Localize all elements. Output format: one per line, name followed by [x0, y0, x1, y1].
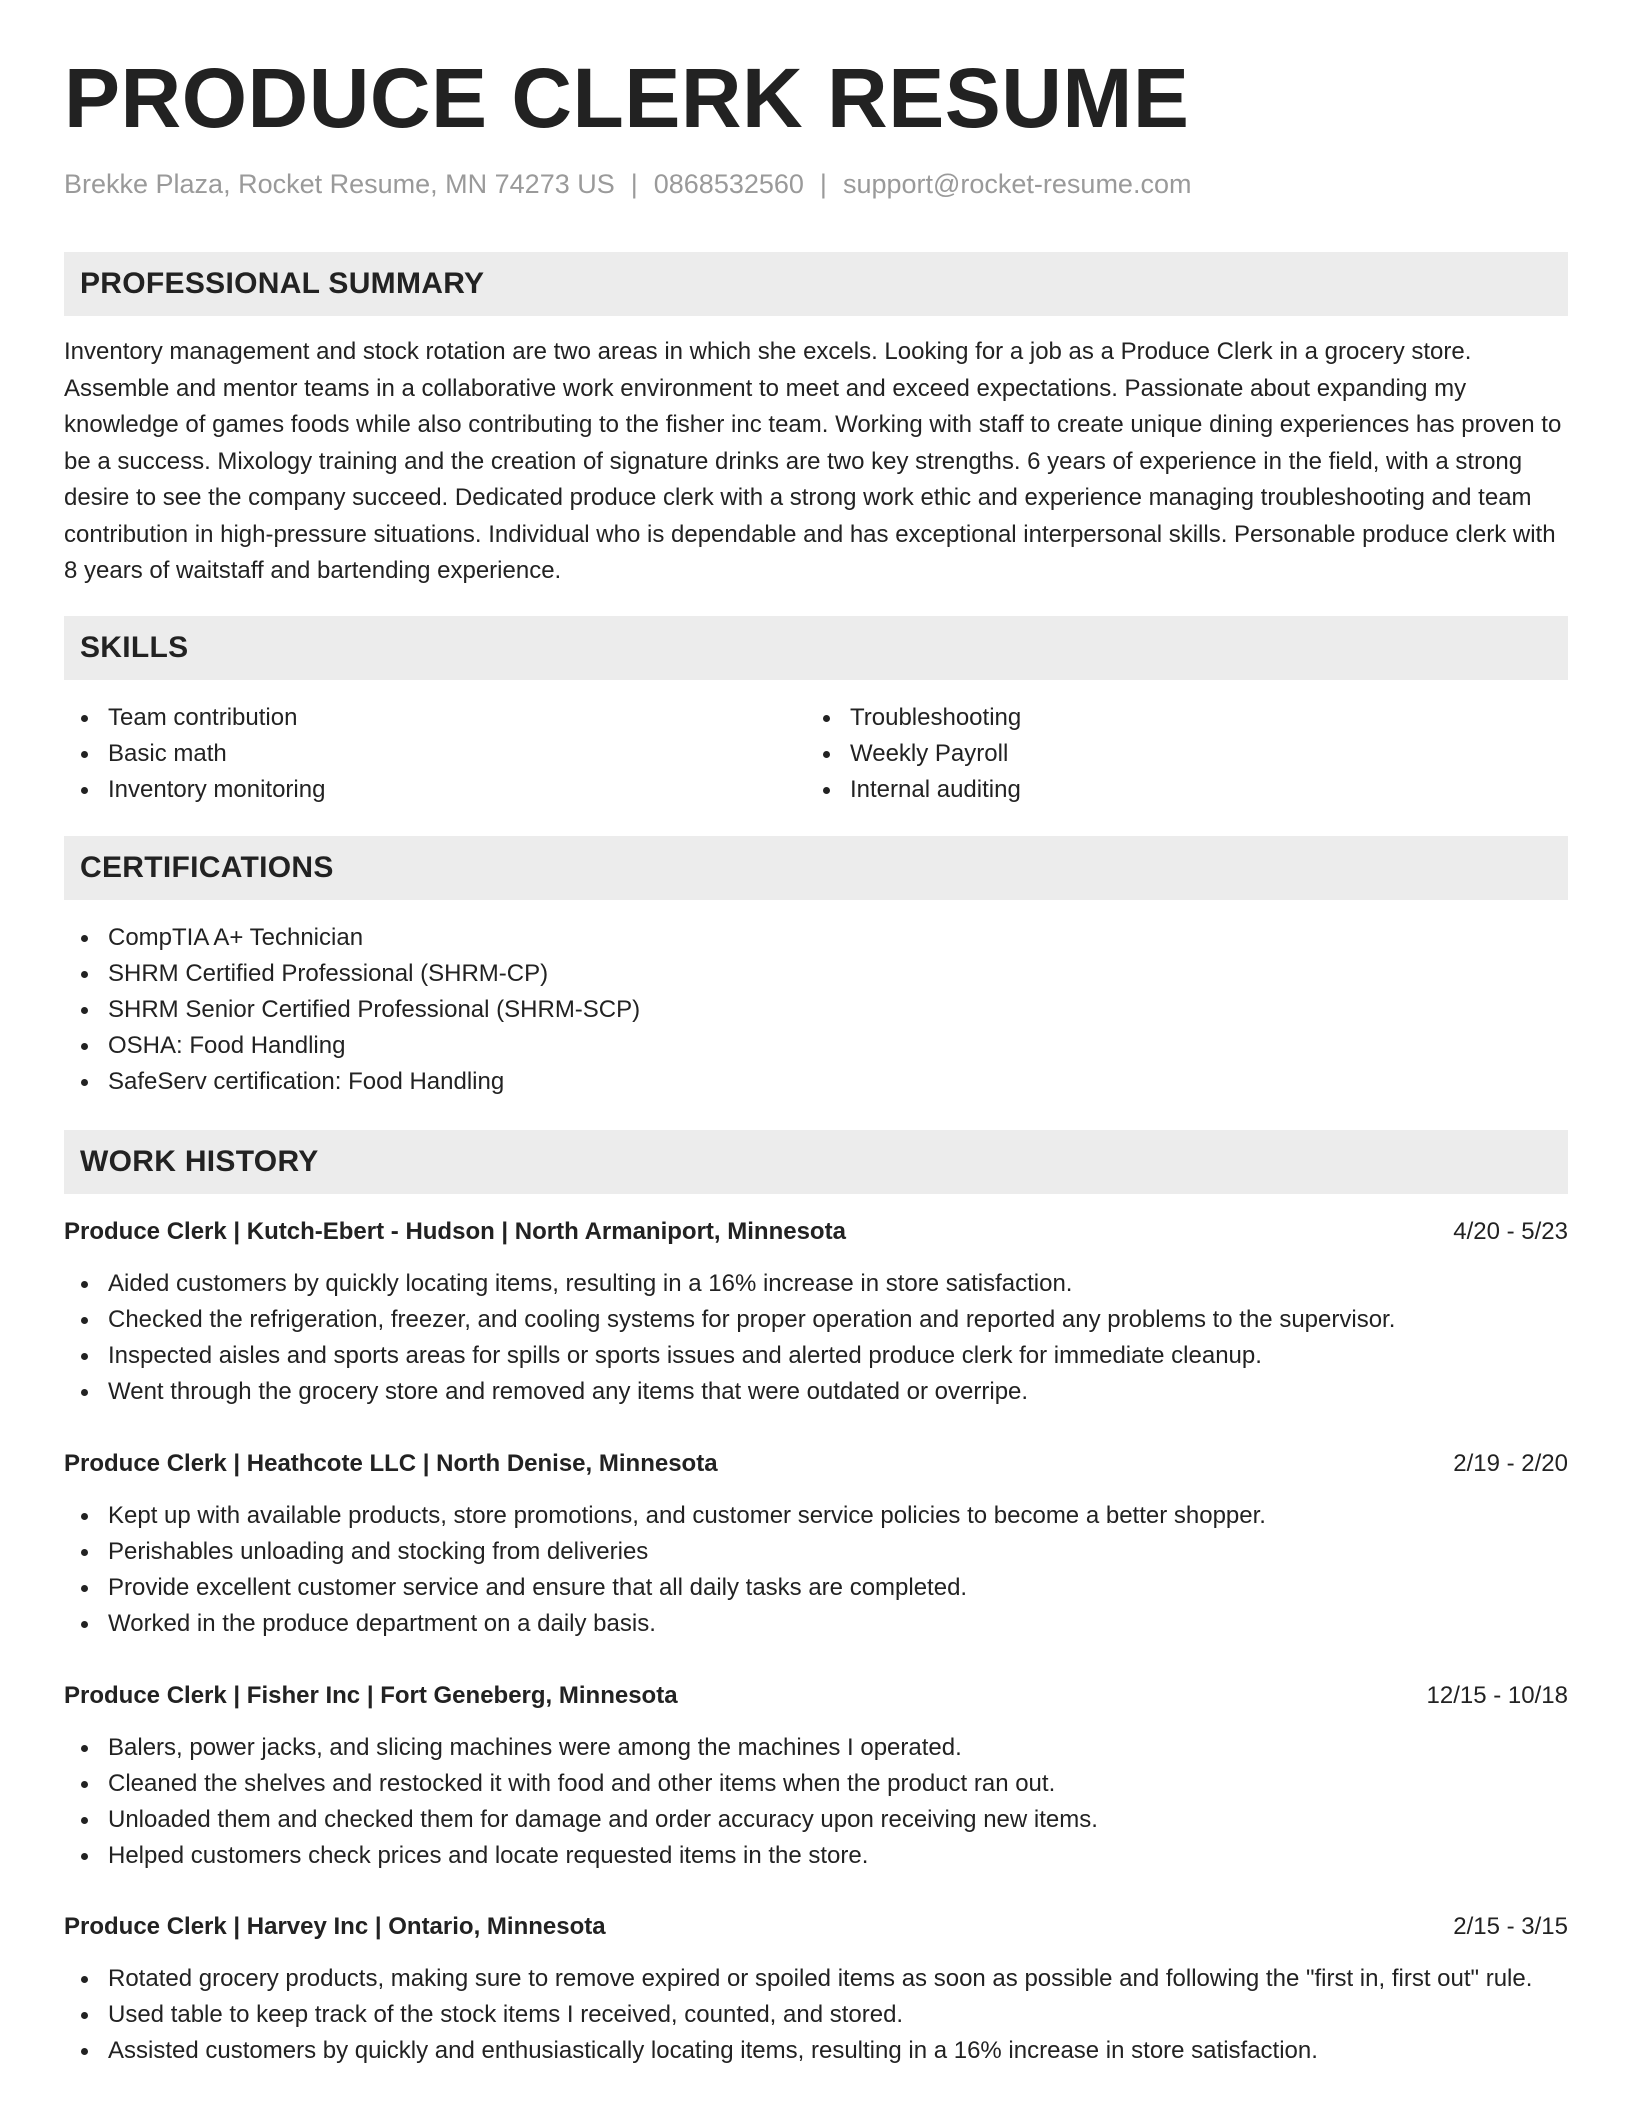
job-entry: [64, 1216, 1568, 1410]
job-header: [64, 1680, 1568, 1712]
summary-heading-bar: [64, 252, 1568, 316]
certification-item: CompTIA A+ Technician: [64, 920, 1568, 956]
job-bullet: Kept up with available products, store promotions, and customer service policies to become a better shopper.: [64, 1498, 1568, 1534]
job-bullet: Used table to keep track of the stock items I received, counted, and stored.: [64, 1997, 1568, 2033]
job-bullet: Assisted customers by quickly and enthusiastically locating items, resulting in a 16% increase in store satisfaction.: [64, 2033, 1568, 2069]
skill-item: Inventory monitoring: [64, 772, 804, 808]
contact-separator: |: [819, 169, 827, 199]
job-bullets: [64, 1266, 1568, 1410]
skills-heading-bar: [64, 616, 1568, 680]
job-bullet: Helped customers check prices and locate requested items in the store.: [64, 1838, 1568, 1874]
summary-text: Inventory management and stock rotation are two areas in which she excels. Looking for a job as a Produce Clerk in a grocery store. Assemble and mentor teams in a collaborative work environment to meet and exceed expectations. Passionate about expanding my knowledge of games foods while also contributing to the fisher inc team. Working with staff to create unique dining experiences has proven to be a success. Mixology training and the creation of signature drinks are two key strengths. 6 years of experience in the field, with a strong desire to see the company succeed. Dedicated produce clerk with a strong work ethic and experience managing troubleshooting and team contribution in high-pressure situations. Individual who is dependable and has exceptional interpersonal skills. Personable produce clerk with 8 years of waitstaff and bartending experience.: [64, 338, 1562, 584]
job-dates: 2/19 - 2/20: [1453, 1450, 1568, 1477]
skill-item: Internal auditing: [806, 772, 1546, 808]
job-entry: [64, 1448, 1568, 1642]
job-bullet: Rotated grocery products, making sure to remove expired or spoiled items as soon as possible and following the "first in, first out" rule.: [64, 1961, 1568, 1997]
certification-item: OSHA: Food Handling: [64, 1028, 1568, 1064]
job-dates: 4/20 - 5/23: [1453, 1218, 1568, 1245]
job-dates: 2/15 - 3/15: [1453, 1913, 1568, 1940]
skill-item: Troubleshooting: [806, 700, 1546, 736]
certification-item: SafeServ certification: Food Handling: [64, 1064, 1568, 1100]
job-bullets: [64, 1498, 1568, 1642]
job-bullet: Aided customers by quickly locating items, resulting in a 16% increase in store satisfaction.: [64, 1266, 1568, 1302]
summary-heading: PROFESSIONAL SUMMARY: [80, 267, 485, 300]
skills-list-right: [806, 700, 1546, 808]
certifications-heading-bar: [64, 836, 1568, 900]
skill-item: Basic math: [64, 736, 804, 772]
skills-list-left: [64, 700, 804, 808]
job-bullet: Worked in the produce department on a daily basis.: [64, 1606, 1568, 1642]
certification-item: SHRM Senior Certified Professional (SHRM-SCP): [64, 992, 1568, 1028]
job-entry: [64, 1911, 1568, 2069]
job-bullet: Provide excellent customer service and ensure that all daily tasks are completed.: [64, 1570, 1568, 1606]
job-bullet: Inspected aisles and sports areas for spills or sports issues and alerted produce clerk for immediate cleanup.: [64, 1338, 1568, 1374]
job-header: [64, 1911, 1568, 1943]
certifications-list: [64, 920, 1568, 1100]
job-bullets: [64, 1730, 1568, 1874]
skill-item: Weekly Payroll: [806, 736, 1546, 772]
work-history-heading-bar: [64, 1130, 1568, 1194]
resume-title: PRODUCE CLERK RESUME: [64, 51, 1190, 145]
job-bullet: Perishables unloading and stocking from deliveries: [64, 1534, 1568, 1570]
job-title: Produce Clerk | Harvey Inc | Ontario, Minnesota: [64, 1913, 606, 1940]
certifications-heading: CERTIFICATIONS: [80, 851, 334, 884]
job-title: Produce Clerk | Kutch-Ebert - Hudson | North Armaniport, Minnesota: [64, 1218, 846, 1245]
work-history-heading: WORK HISTORY: [80, 1145, 319, 1178]
skill-item: Team contribution: [64, 700, 804, 736]
contact-address: Brekke Plaza, Rocket Resume, MN 74273 US: [64, 169, 615, 199]
contact-phone: 0868532560: [653, 169, 804, 199]
contact-separator: |: [630, 169, 638, 199]
job-bullet: Went through the grocery store and removed any items that were outdated or overripe.: [64, 1374, 1568, 1410]
contact-email: support@rocket-resume.com: [842, 169, 1192, 199]
job-header: [64, 1448, 1568, 1480]
job-bullet: Unloaded them and checked them for damage and order accuracy upon receiving new items.: [64, 1802, 1568, 1838]
job-title: Produce Clerk | Heathcote LLC | North Denise, Minnesota: [64, 1450, 718, 1477]
job-bullet: Balers, power jacks, and slicing machines were among the machines I operated.: [64, 1730, 1568, 1766]
certification-item: SHRM Certified Professional (SHRM-CP): [64, 956, 1568, 992]
job-bullet: Cleaned the shelves and restocked it with food and other items when the product ran out.: [64, 1766, 1568, 1802]
job-entry: [64, 1680, 1568, 1874]
contact-line: [64, 168, 1191, 200]
job-bullet: Checked the refrigeration, freezer, and cooling systems for proper operation and reported any problems to the supervisor.: [64, 1302, 1568, 1338]
job-bullets: [64, 1961, 1568, 2069]
job-header: [64, 1216, 1568, 1248]
job-title: Produce Clerk | Fisher Inc | Fort Geneberg, Minnesota: [64, 1682, 678, 1709]
skills-heading: SKILLS: [80, 631, 189, 664]
job-dates: 12/15 - 10/18: [1426, 1682, 1568, 1709]
